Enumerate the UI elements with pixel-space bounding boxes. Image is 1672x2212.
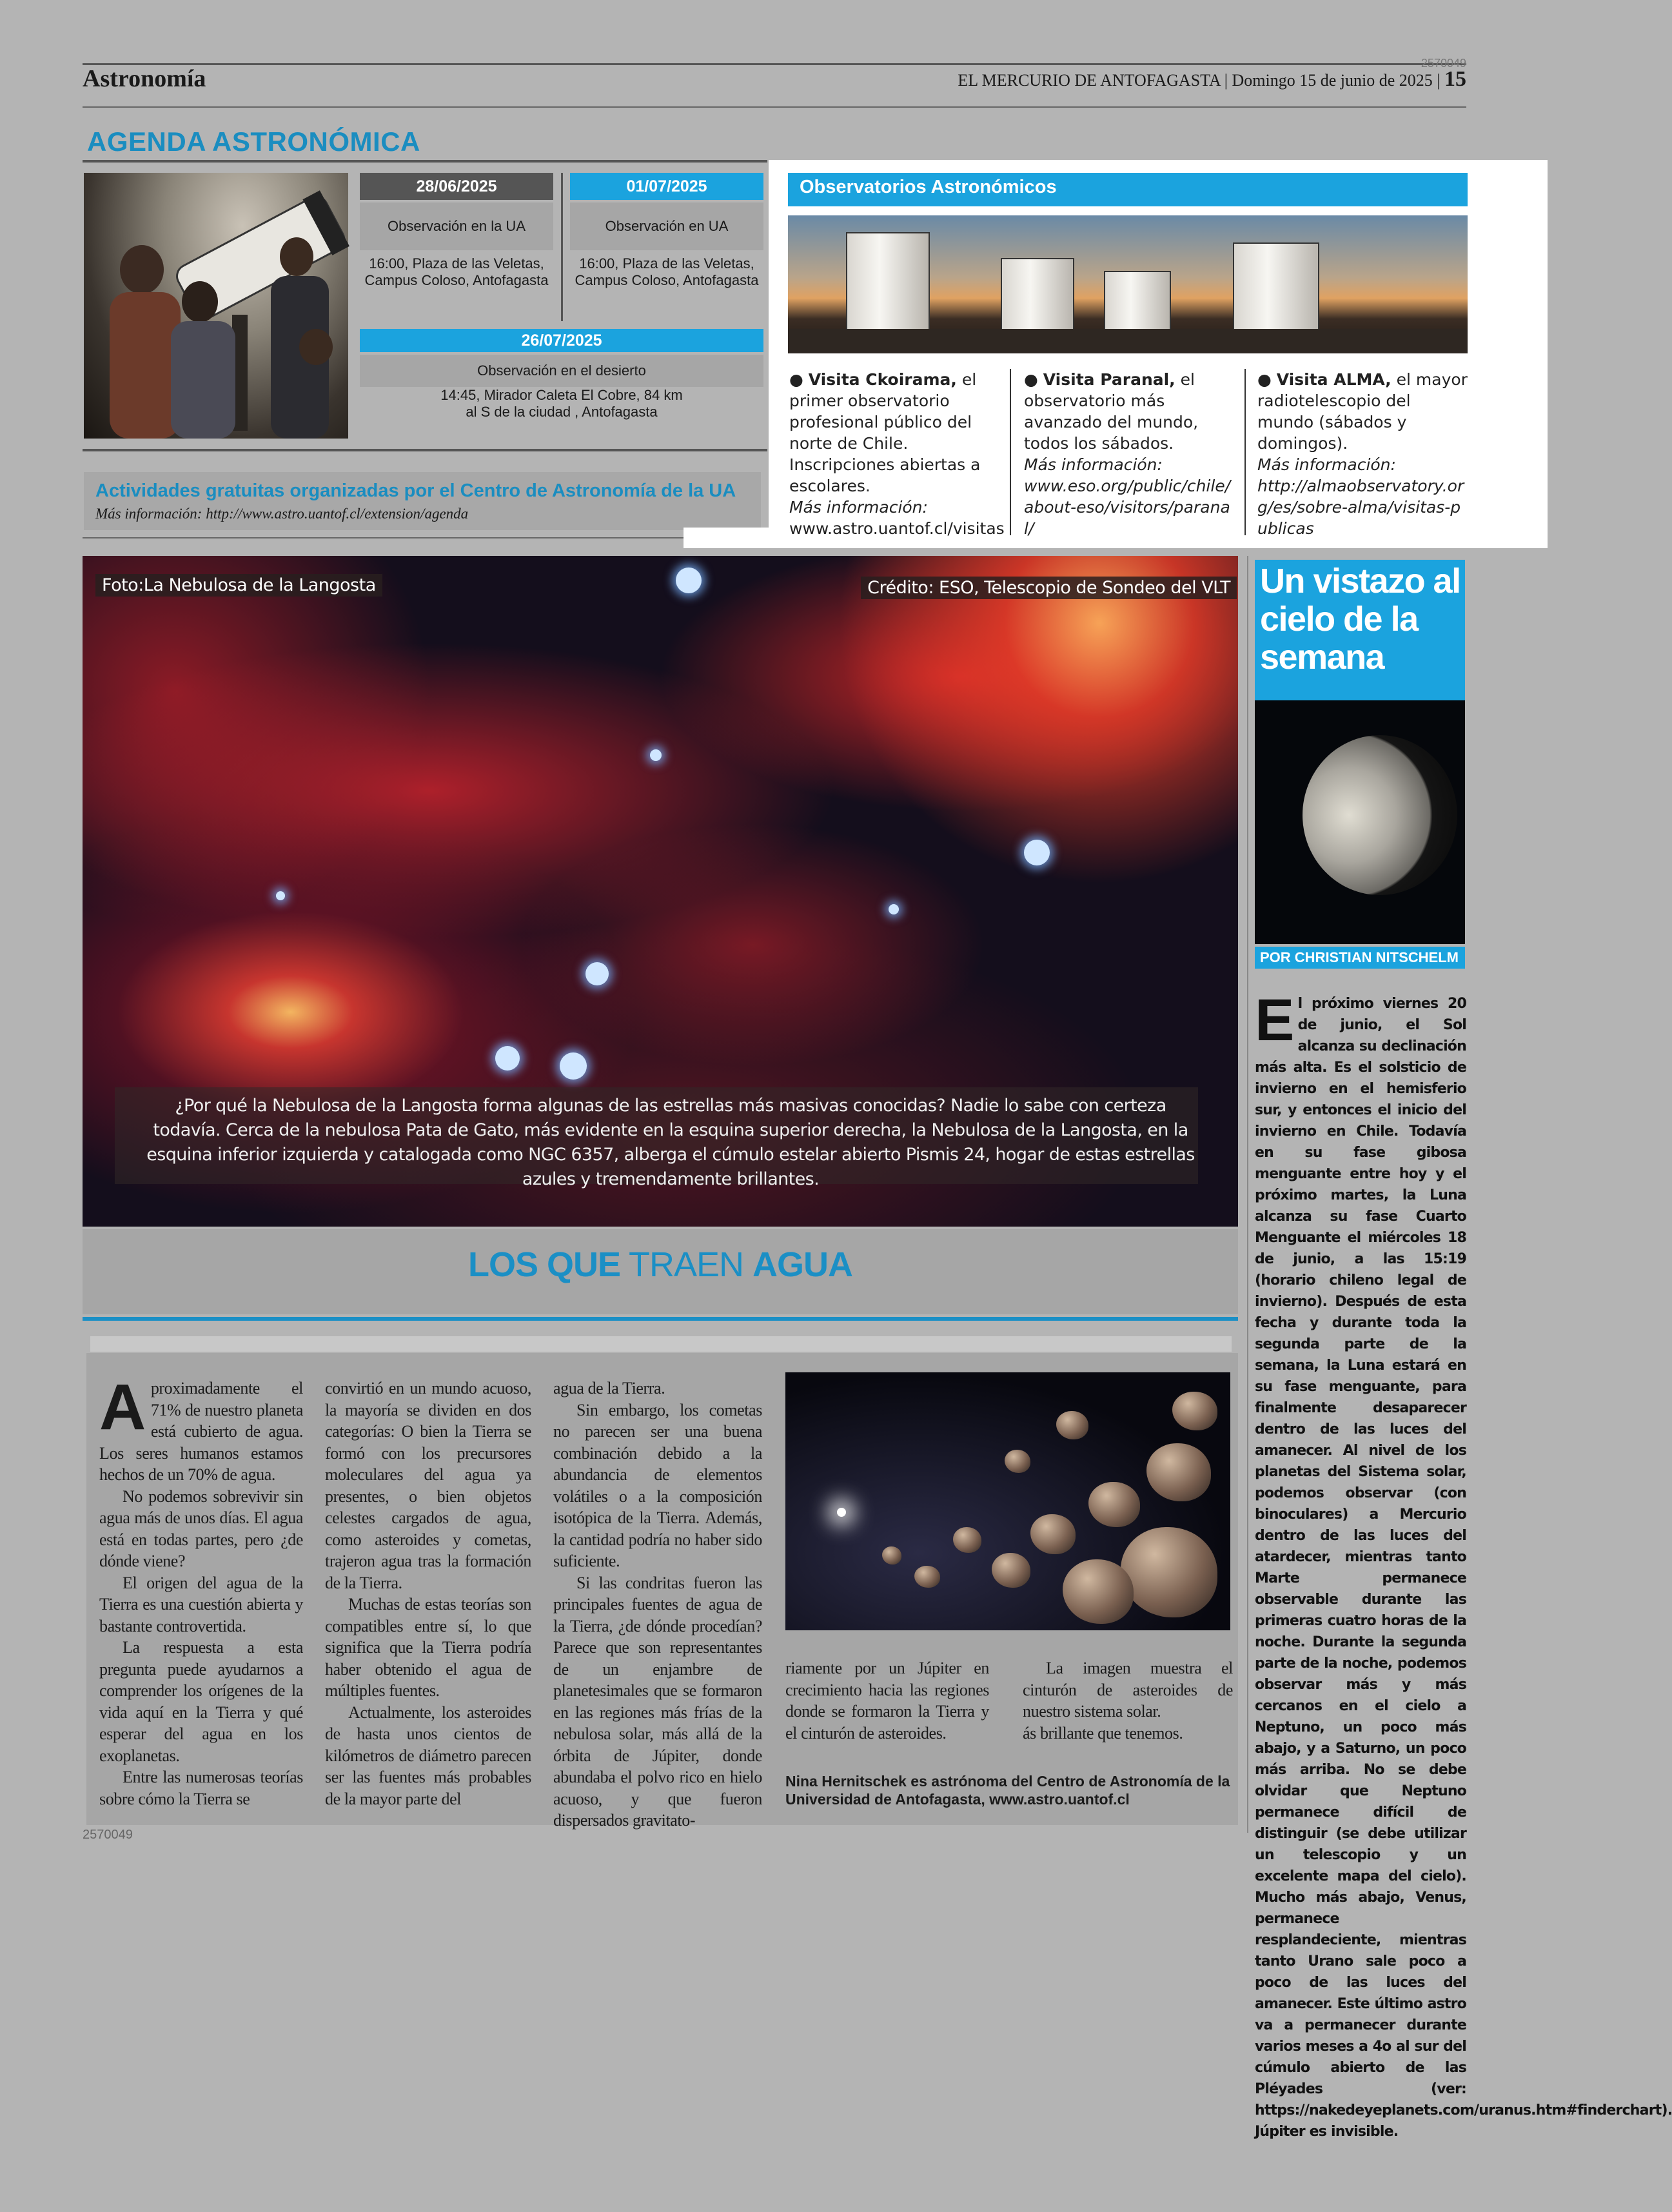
article-paragraph: Sin embargo, los cometas no parecen ser una buena combinación debido a la abundancia de elementos volátiles o a la composición isotópica de la Tierra. Además, la cantidad podría no haber sido suficiente. <box>553 1400 762 1570</box>
article-dropcap: A <box>99 1371 146 1443</box>
agenda-event-1 <box>360 173 553 289</box>
article-column-4 <box>785 1657 989 1744</box>
nebula-credit: Crédito: ESO, Telescopio de Sondeo del VLT <box>861 577 1237 599</box>
vlt-telescope-building <box>1001 258 1074 331</box>
event-title: Observación en UA <box>570 202 763 250</box>
free-activities-rule <box>83 537 767 538</box>
nebula-photo-label: Foto:La Nebulosa de la Langosta <box>95 574 382 597</box>
event-details: 14:45, Mirador Caleta El Cobre, 84 km al S de la ciudad , Antofagasta <box>440 387 683 420</box>
article-paragraph: riamente por un Júpiter en crecimiento hacia las regiones donde se formaron la Tierra y el cinturón de asteroides. <box>785 1659 989 1743</box>
article-paragraph: La imagen muestra el cinturón de asteroides de nuestro sistema solar. <box>1023 1659 1233 1721</box>
asteroid <box>882 1546 901 1565</box>
bright-star <box>585 962 609 985</box>
page-code-top: 2570049 <box>1421 57 1466 70</box>
agenda-divider <box>561 173 563 321</box>
vlt-telescope-building <box>1104 271 1171 334</box>
sidebar-text <box>1255 987 1672 2142</box>
event-date: 26/07/2025 <box>360 329 763 352</box>
observatory-text: el mayor radiotelescopio del mundo (sábados y domingos). <box>1257 370 1468 453</box>
page-number: 15 <box>1444 67 1466 91</box>
agenda-event-2 <box>570 173 763 289</box>
article-paragraph: Muchas de estas teorías son compatibles entre sí, lo que significa que la Tierra podría haber obtenido el agua de múltiples fuentes. <box>325 1595 531 1700</box>
nebula-caption: ¿Por qué la Nebulosa de la Langosta forma algunas de las estrellas más masivas conocidas? Nadie lo sabe con certeza todavía. Cerca de la nebulosa Pata de Gato, más evidente en la esquina superior derecha, la Nebulosa de la Langosta, en la esquina inferior izquierda y catalogada como NGC 6357, alberga el cúmulo estelar abierto Pismis 24, hogar de estas estrellas azules y tremendamente brillantes. <box>146 1096 1195 1189</box>
article-paragraph: agua de la Tierra. <box>553 1379 665 1397</box>
event-details: 16:00, Plaza de las Veletas, Campus Coloso, Antofagasta <box>575 255 759 288</box>
event-title: Observación en la UA <box>360 202 553 250</box>
article-paragraph: Actualmente, los asteroides de hasta unos cientos de kilómetros de diámetro parecen ser las fuentes más probables de la mayor parte del <box>325 1703 531 1808</box>
agenda-rule-bottom <box>83 449 767 451</box>
event-details: 16:00, Plaza de las Veletas, Campus Coloso, Antofagasta <box>364 255 549 288</box>
article-column-1 <box>99 1371 303 1810</box>
article-column-5 <box>1023 1657 1233 1744</box>
bright-star <box>1024 840 1050 865</box>
asteroid <box>1063 1559 1134 1624</box>
sidebar-byline: POR CHRISTIAN NITSCHELM <box>1260 949 1459 965</box>
sidebar-body: l próximo viernes 20 de junio, el Sol alcanza su declinación más alta. Es el solsticio de invierno en el hemisferio sur, y entonces el inicio del invierno en Chile. Todavía en su fase gibosa menguante entre hoy y el próximo martes, la Luna alcanza su fase Cuarto Menguante el miércoles 18 de junio, a las 15:19 (horario chileno legal de invierno). Después de esta fecha y durante toda la segunda parte de la semana, la Luna estará en su fase menguante, para finalmente desaparecer dentro de las luces del amanecer. Al nivel de los planetas del Sistema solar, podemos observar (con binoculares) a Mercurio dentro de las luces del atardecer, mientras tanto Marte permanece observable durante las primeras cuatro horas de la noche. Durante la segunda parte de la noche, podemos observar más y más cercanos en el cielo a Neptuno, un poco más abajo, y a Saturno, un poco más arriba. No se debe olvidar que Neptuno permanece difícil de distinguir (se debe utilizar un telescopio y un excelente mapa del cielo). Mucho más abajo, Venus, permanece resplandeciente, mientras tanto Urano sale poco a poco de las luces del amanecer. Este último astro va a permanecer durante varios meses a 4o al sur del cúmulo abierto de las Pléyades (ver: https://nakedeyeplanets.com/uranus.htm#finderchart). Júpiter es invisible. <box>1255 996 1672 2140</box>
article-paragraph: El origen del agua de la Tierra es una cuestión abierta y bastante controvertida. <box>99 1573 303 1635</box>
author-note: Nina Hernitschek es astrónoma del Centro de Astronomía de la Universidad de Antofagasta, www.astro.uantof.cl <box>785 1773 1230 1808</box>
observatory-more-label: Más información: <box>789 498 928 517</box>
asteroid <box>992 1553 1030 1588</box>
observatory-text: el primer observatorio profesional público del norte de Chile. Inscripciones abiertas a escolares. <box>789 370 981 495</box>
asteroid <box>1030 1514 1076 1554</box>
observatory-name: Visita Ckoirama, <box>808 370 957 389</box>
mountain-ground <box>788 329 1468 353</box>
free-activities-title: Actividades gratuitas organizadas por el Centro de Astronomía de la UA <box>95 480 736 501</box>
header-rule-bottom <box>83 106 1466 108</box>
sun-star <box>837 1508 846 1517</box>
article-paragraph: convirtió en un mundo acuoso, la mayoría se dividen en dos categorías: O bien la Tierra se formó con los precursores moleculares del agua ya presentes, o bien objetos celestes cargados de agua, como asteroides y cometas, trajeron agua tras la formación de la Tierra. <box>325 1379 531 1592</box>
masthead: EL MERCURIO DE ANTOFAGASTA | Domingo 15 de junio de 2025 | 15 <box>958 67 1466 91</box>
article-paragraph: proximadamente el 71% de nuestro planeta está cubierto de agua. Los seres humanos estamos hechos de un 70% de agua. <box>99 1379 303 1484</box>
issue-date: Domingo 15 de junio de 2025 <box>1232 71 1433 90</box>
article-paragraph: La respuesta a esta pregunta puede ayudarnos a comprender los orígenes de la vida aquí en la Tierra y qué esperar del agua en los exoplanetas. <box>99 1638 303 1765</box>
article-column-3 <box>553 1378 762 1832</box>
observatory-text: el observatorio más avanzado del mundo, todos los sábados. <box>1024 370 1199 453</box>
page-code-bottom: 2570049 <box>83 1828 133 1842</box>
sidebar-title: Un vistazo al cielo de la semana <box>1260 562 1461 676</box>
sidebar-dropcap: E <box>1255 987 1294 1053</box>
bright-star <box>676 568 702 593</box>
vlt-telescope-building <box>1233 242 1319 333</box>
asteroid <box>1056 1411 1088 1439</box>
asteroid <box>1121 1527 1217 1617</box>
observatories-panel-tab <box>684 528 774 548</box>
bright-star <box>650 749 662 761</box>
asteroid <box>953 1527 981 1553</box>
article-paragraph: Si las condritas fueron las principales fuentes de agua de la Tierra, ¿de dónde procedían? Parece que son representantes de un enjambre de planetesimales que se formaron en las regiones más frías de la nebulosa solar, más allá de la órbita de Júpiter, donde abundaba el polvo rico en hielo acuoso, y que fueron dispersados gravitato- <box>553 1573 762 1830</box>
article-headline <box>83 1245 1238 1285</box>
observatory-more-label: Más información: <box>1024 455 1163 474</box>
asteroid <box>1172 1392 1217 1430</box>
article-paragraph: No podemos sobrevivir sin agua más de unos días. El agua está en todas partes, pero ¿de dónde viene? <box>99 1486 303 1570</box>
event-title: Observación en el desierto <box>360 355 763 387</box>
observatory-more-label: Más información: <box>1257 455 1396 474</box>
article-paragraph: ás brillante que tenemos. <box>1023 1723 1183 1743</box>
telescope-photo <box>84 173 348 439</box>
observatory-divider <box>1244 369 1246 535</box>
asteroid <box>1146 1443 1211 1501</box>
observatory-url[interactable]: http://almaobservatory.org/es/sobre-alma/visitas-publicas <box>1257 477 1464 538</box>
headline-part: TRAEN <box>629 1245 744 1284</box>
event-date: 01/07/2025 <box>570 173 763 200</box>
asteroid-belt-image <box>785 1372 1230 1630</box>
moon <box>1303 735 1457 895</box>
section-name: Astronomía <box>83 65 206 92</box>
header-rule-top <box>83 63 1466 65</box>
headline-band <box>90 1336 1232 1352</box>
headline-part: LOS QUE <box>467 1245 620 1284</box>
agenda-title: AGENDA ASTRONÓMICA <box>87 126 420 157</box>
observatory-name: Visita Paranal, <box>1043 370 1175 389</box>
bright-star <box>495 1046 520 1071</box>
article-paragraph: Entre las numerosas teorías sobre cómo la Tierra se <box>99 1768 303 1808</box>
telescope-illustration <box>84 173 348 439</box>
bright-star <box>889 904 899 914</box>
observatory-name: Visita ALMA, <box>1276 370 1392 389</box>
vlt-photo <box>788 215 1468 353</box>
asteroid <box>1088 1482 1140 1527</box>
free-activities-link[interactable]: Más información: http://www.astro.uantof.cl/extension/agenda <box>95 506 469 522</box>
headline-rule <box>83 1317 1238 1321</box>
sidebar-divider <box>1247 556 1248 1833</box>
observatory-item-paranal: ● Visita Paranal, el observatorio más avanzado del mundo, todos los sábados. Más información: www.eso.org/public/chile/about-eso/visitors/paranal/ <box>1024 370 1231 538</box>
observatory-url[interactable]: www.eso.org/public/chile/about-eso/visitors/paranal/ <box>1024 477 1231 538</box>
article-column-2 <box>325 1378 531 1810</box>
agenda-rule <box>83 160 767 163</box>
vlt-telescope-building <box>846 232 930 331</box>
asteroid <box>1005 1450 1030 1473</box>
observatories-title: Observatorios Astronómicos <box>800 177 1057 197</box>
observatory-item-alma: ● Visita ALMA, el mayor radiotelescopio del mundo (sábados y domingos). Más información: http://almaobservatory.org/es/sobre-alma/visitas-publicas <box>1257 370 1468 538</box>
agenda-event-3 <box>360 329 763 420</box>
observatory-item-ckoirama: ● Visita Ckoirama, el primer observatorio profesional público del norte de Chile. Inscripciones abiertas a escolares. Más información: www.astro.uantof.cl/visitas <box>789 370 1005 538</box>
asteroid <box>914 1566 940 1588</box>
bright-star <box>560 1052 587 1080</box>
event-date: 28/06/2025 <box>360 173 553 200</box>
observatory-divider <box>1010 369 1011 535</box>
newspaper-name: EL MERCURIO DE ANTOFAGASTA <box>958 71 1221 90</box>
observatory-url[interactable]: www.astro.uantof.cl/visitas <box>789 519 1005 538</box>
bright-star <box>276 891 285 900</box>
headline-part: AGUA <box>752 1245 853 1284</box>
